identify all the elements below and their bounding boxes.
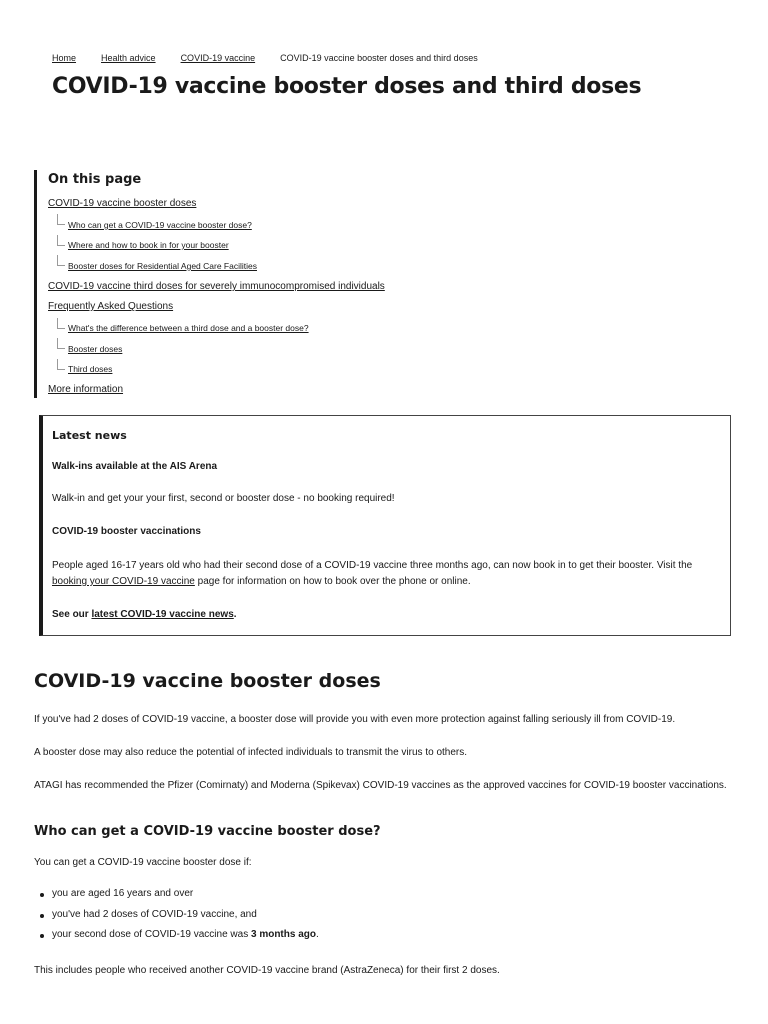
toc-link-difference[interactable]: What's the difference between a third dose and a booster dose? bbox=[68, 323, 309, 333]
who-can-get-heading: Who can get a COVID-19 vaccine booster dose? bbox=[34, 824, 381, 839]
tree-elbow-icon bbox=[57, 235, 65, 246]
booster-paragraph-3: ATAGI has recommended the Pfizer (Comirnaty) and Moderna (Spikevax) COVID-19 vaccines as the approved vaccines for COVID-19 booster vaccinations. bbox=[34, 780, 727, 791]
toc-link-where-how-book[interactable]: Where and how to book in for your booster bbox=[68, 240, 229, 250]
latest-news-heading: Latest news bbox=[52, 429, 127, 442]
breadcrumb-home[interactable]: Home bbox=[52, 53, 77, 63]
breadcrumb-current: COVID-19 vaccine booster doses and third doses bbox=[280, 53, 478, 63]
list-item: you are aged 16 years and over bbox=[34, 888, 319, 909]
list-item bbox=[34, 929, 319, 950]
page-title: COVID-19 vaccine booster doses and third doses bbox=[52, 74, 642, 99]
tree-elbow-icon bbox=[57, 318, 65, 329]
breadcrumb bbox=[52, 53, 478, 63]
tree-elbow-icon bbox=[57, 255, 65, 266]
astrazeneca-note: This includes people who received another COVID-19 vaccine brand (AstraZeneca) for their first 2 doses. bbox=[34, 965, 500, 976]
see-news-line bbox=[52, 607, 712, 623]
news-text-span: page for information on how to book over the phone or online. bbox=[194, 576, 471, 587]
toc-link-aged-care[interactable]: Booster doses for Residential Aged Care Facilities bbox=[68, 261, 257, 271]
on-this-page bbox=[34, 170, 434, 398]
list-item-emphasis: 3 months ago bbox=[250, 929, 316, 940]
tree-elbow-icon bbox=[57, 338, 65, 349]
breadcrumb-health-advice[interactable]: Health advice bbox=[101, 53, 156, 63]
list-item: you've had 2 doses of COVID-19 vaccine, and bbox=[34, 909, 319, 930]
toc-link-faq-booster-doses[interactable]: Booster doses bbox=[68, 344, 123, 354]
list-item-text: your second dose of COVID-19 vaccine was bbox=[52, 929, 251, 940]
booster-paragraph-2: A booster dose may also reduce the potential of infected individuals to transmit the virus to others. bbox=[34, 747, 468, 758]
booking-vaccine-link[interactable]: booking your COVID-19 vaccine bbox=[52, 576, 195, 587]
period-text: . bbox=[233, 609, 237, 620]
see-our-text: See our bbox=[52, 609, 92, 620]
news-item-text bbox=[52, 558, 712, 590]
tree-elbow-icon bbox=[57, 214, 65, 225]
toc-link-faq-third-doses[interactable]: Third doses bbox=[68, 364, 113, 374]
news-item-title: Walk-ins available at the AIS Arena bbox=[52, 461, 218, 472]
section-heading-booster-doses: COVID-19 vaccine booster doses bbox=[34, 670, 381, 692]
toc-link-faq[interactable]: Frequently Asked Questions bbox=[48, 301, 174, 312]
booster-paragraph-1: If you've had 2 doses of COVID-19 vaccine, a booster dose will provide you with even more protection against falling seriously ill from COVID-19. bbox=[34, 714, 676, 725]
list-item-text: . bbox=[316, 929, 319, 940]
latest-vaccine-news-link[interactable]: latest COVID-19 vaccine news bbox=[91, 609, 234, 620]
toc-link-more-information[interactable]: More information bbox=[48, 384, 124, 395]
breadcrumb-covid-vaccine[interactable]: COVID-19 vaccine bbox=[180, 53, 256, 63]
news-text-span: People aged 16-17 years old who had their second dose of a COVID-19 vaccine three months ago, can now book in to get their booster. Visit the bbox=[52, 560, 693, 571]
news-item-title: COVID-19 booster vaccinations bbox=[52, 526, 201, 537]
eligibility-intro: You can get a COVID-19 vaccine booster dose if: bbox=[34, 857, 252, 868]
tree-elbow-icon bbox=[57, 359, 65, 370]
toc-link-who-can-get[interactable]: Who can get a COVID-19 vaccine booster dose? bbox=[68, 220, 252, 230]
toc-heading: On this page bbox=[48, 172, 142, 187]
toc-link-booster-doses[interactable]: COVID-19 vaccine booster doses bbox=[48, 198, 197, 209]
latest-news-box bbox=[39, 415, 731, 636]
news-item-text: Walk-in and get your your first, second or booster dose - no booking required! bbox=[52, 493, 395, 504]
toc-link-third-doses-immunocompromised[interactable]: COVID-19 vaccine third doses for severely immunocompromised individuals bbox=[48, 281, 385, 292]
eligibility-list bbox=[34, 888, 319, 950]
